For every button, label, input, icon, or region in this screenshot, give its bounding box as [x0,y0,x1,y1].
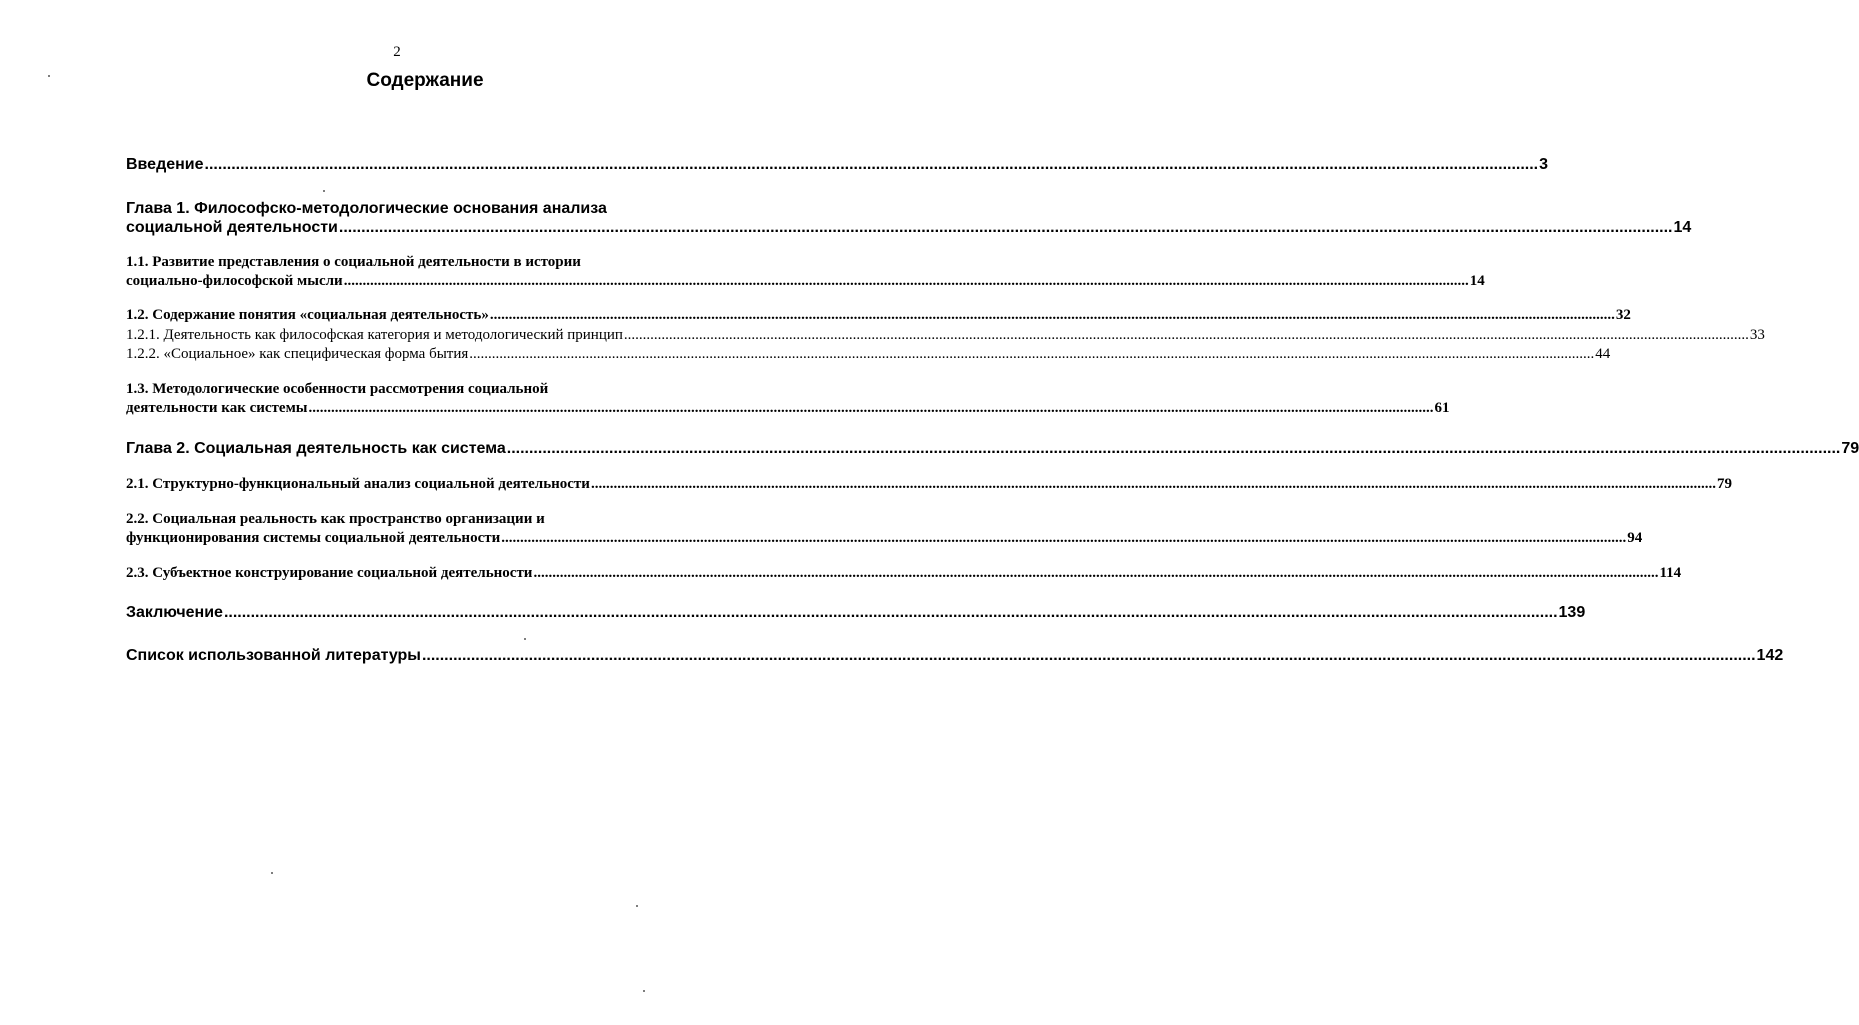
toc-entry-title: 1.2.2. «Социальное» как специфическая форма бытия [126,346,469,362]
toc-entry-title: 1.2. Содержание понятия «социальная деятельность» [126,307,489,323]
toc-entry-section-1-1[interactable] [126,273,1485,290]
toc-entry-title: функционирования системы социальной деятельности [126,530,501,546]
dot-leader: ............................................................................................................................................................................................................................................................................................................ [343,273,1469,289]
dot-leader: ............................................................................................................................................................................................................................................................................................................ [469,346,1595,362]
toc-entry-page: 44 [1595,346,1611,362]
toc-entry-title: социально-философской мысли [126,273,343,289]
toc-entry-page: 3 [1539,156,1549,173]
toc-entry-title: 2.1. Структурно-функциональный анализ социальной деятельности [126,476,590,492]
toc-entry-section-1-2[interactable] [126,307,1631,324]
toc-entry-title: Глава 2. Социальная деятельность как система [126,440,506,457]
toc-entry-references[interactable] [126,647,1784,665]
toc-entry-page: 14 [1673,219,1692,236]
toc-entry-section-1-3-line1[interactable]: 1.3. Методологические особенности рассмотрения социальной [126,381,549,397]
scan-speck [524,638,526,640]
page-title: Содержание [366,70,484,91]
dot-leader: ............................................................................................................................................................................................................................................................................................................ [308,400,1434,416]
toc-entry-section-2-2[interactable] [126,530,1643,547]
dot-leader: ............................................................................................................................................................................................................................................................................................................ [501,530,1627,546]
dot-leader: ............................................................................................................................................................................................................................................................................................................ [489,307,1615,323]
toc-entry-page: 61 [1434,400,1450,416]
dot-leader: ............................................................................................................................................................................................................................................................................................................ [223,604,1558,621]
toc-entry-page: 94 [1627,530,1643,546]
toc-entry-section-1-3[interactable] [126,400,1450,417]
toc-entry-section-2-3[interactable] [126,565,1682,582]
toc-entry-page: 79 [1716,476,1732,492]
toc-entry-section-1-2-1[interactable] [126,327,1765,344]
toc-entry-section-2-2-line1[interactable]: 2.2. Социальная реальность как пространство организации и [126,511,545,527]
dot-leader: ............................................................................................................................................................................................................................................................................................................ [623,327,1749,343]
toc-entry-introduction[interactable] [126,156,1549,174]
dot-leader: ............................................................................................................................................................................................................................................................................................................ [204,156,1539,173]
dot-leader: ............................................................................................................................................................................................................................................................................................................ [590,476,1716,492]
toc-entry-page: 142 [1756,647,1784,664]
toc-entry-chapter1[interactable] [126,219,1692,237]
toc-entry-section-2-1[interactable] [126,476,1732,493]
toc-entry-conclusion[interactable] [126,604,1586,622]
scan-speck [323,190,325,192]
scan-speck [48,75,50,77]
toc-entry-page: 114 [1659,565,1682,581]
toc-entry-chapter1-line1[interactable]: Глава 1. Философско-методологические основания анализа [126,200,607,217]
toc-entry-title: 2.3. Субъектное конструирование социальной деятельности [126,565,533,581]
toc-entry-title: 1.2.1. Деятельность как философская категория и методологический принцип [126,327,623,343]
scan-speck [271,872,273,874]
toc-entry-title: Заключение [126,604,223,621]
toc-entry-chapter2[interactable] [126,440,1859,458]
toc-entry-page: 33 [1749,327,1765,343]
scan-speck [636,905,638,907]
page-number: 2 [393,44,401,60]
toc-entry-page: 79 [1841,440,1859,457]
toc-entry-title: социальной деятельности [126,219,338,236]
dot-leader: ............................................................................................................................................................................................................................................................................................................ [533,565,1659,581]
toc-entry-title: Введение [126,156,204,173]
toc-entry-title: деятельности как системы [126,400,308,416]
toc-entry-section-1-2-2[interactable] [126,346,1611,363]
scan-speck [643,990,645,992]
toc-entry-page: 14 [1469,273,1485,289]
dot-leader: ............................................................................................................................................................................................................................................................................................................ [338,219,1673,236]
toc-entry-section-1-1-line1[interactable]: 1.1. Развитие представления о социальной деятельности в истории [126,254,581,270]
dot-leader: ............................................................................................................................................................................................................................................................................................................ [421,647,1756,664]
dot-leader: ............................................................................................................................................................................................................................................................................................................ [506,440,1841,457]
toc-entry-page: 32 [1615,307,1631,323]
toc-entry-title: Список использованной литературы [126,647,421,664]
toc-entry-page: 139 [1558,604,1586,621]
